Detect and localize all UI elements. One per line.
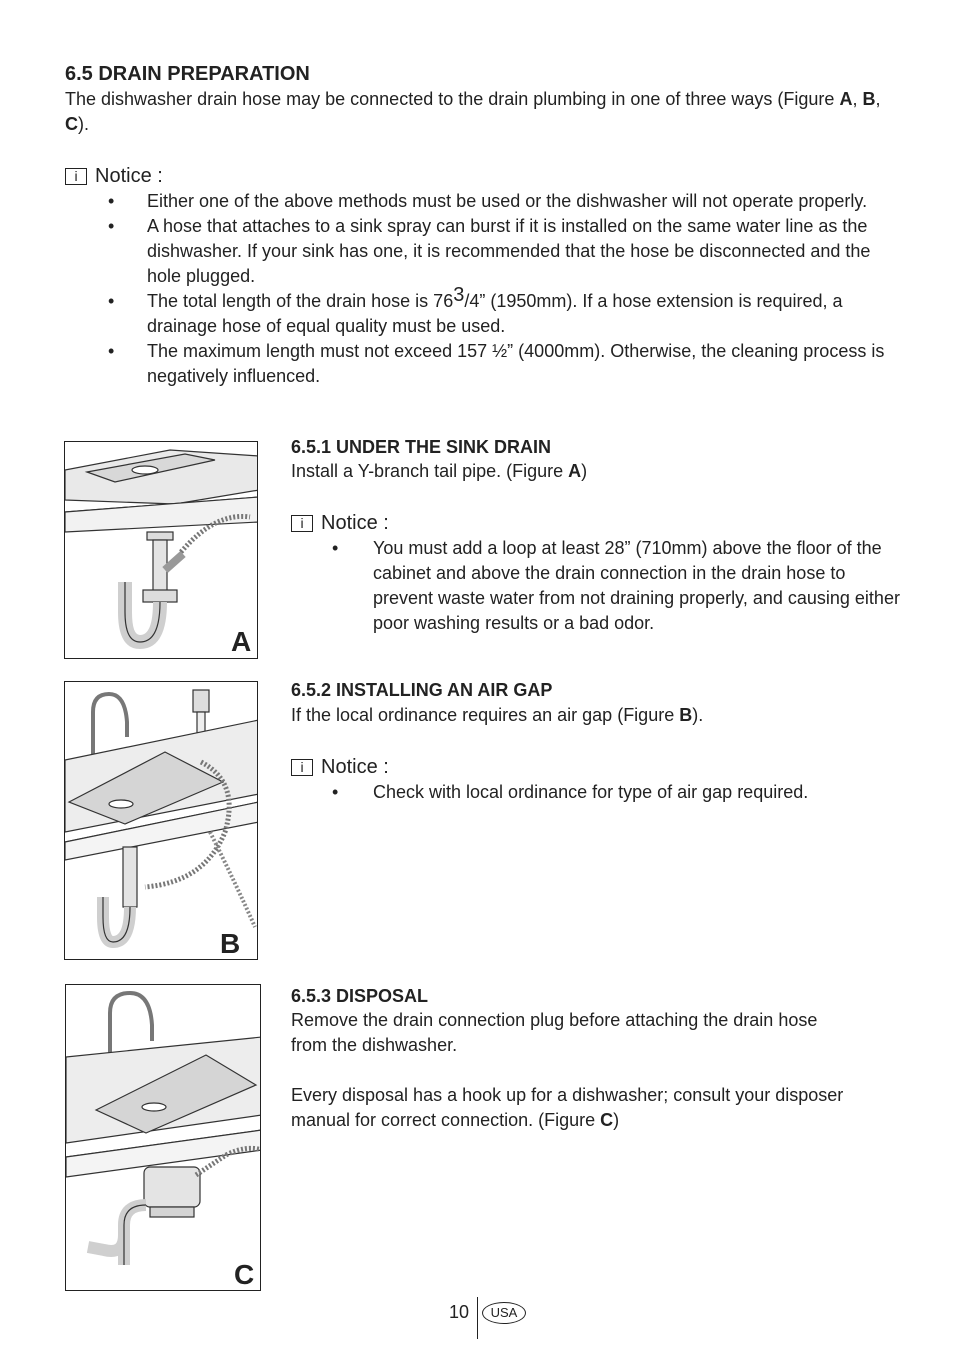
- info-icon: i: [65, 168, 87, 185]
- figure-letter: A: [231, 626, 252, 657]
- info-icon: i: [291, 759, 313, 776]
- notice-label: Notice :: [321, 512, 389, 534]
- notice-bullet-list: [291, 780, 906, 805]
- subsection-heading-under-sink: 6.5.1 UNDER THE SINK DRAIN: [291, 437, 552, 457]
- figure-c-disposal: [65, 984, 261, 1291]
- under-sink-drain-illustration: [65, 442, 258, 659]
- notice-header: [291, 511, 389, 535]
- air-gap-illustration: [65, 682, 258, 960]
- figure-b-air-gap: [64, 681, 258, 960]
- page-number: 10: [449, 1302, 470, 1322]
- notice-bullet-list: [65, 189, 895, 389]
- subsection-heading-disposal: 6.5.3 DISPOSAL: [291, 986, 429, 1006]
- subsection-text-air-gap: If the local ordinance requires an air gap (Figure B).: [291, 705, 704, 725]
- subsection-heading-air-gap: 6.5.2 INSTALLING AN AIR GAP: [291, 680, 553, 700]
- figure-a-under-sink-drain: [64, 441, 258, 659]
- section-heading: 6.5 DRAIN PREPARATION: [65, 63, 310, 85]
- disposal-illustration: [66, 985, 261, 1291]
- notice-header: [65, 164, 163, 188]
- subsection-text-disposal-2: Every disposal has a hook up for a dishwasher; consult your disposer manual for correct connection. (Figure C): [291, 1085, 844, 1130]
- notice-label: Notice :: [95, 165, 163, 187]
- section-intro: The dishwasher drain hose may be connected to the drain plumbing in one of three ways (Figure A, B, C).: [65, 89, 881, 134]
- list-item: • A hose that attaches to a sink spray can burst if it is installed on the same water line as the dishwasher. If your sink has one, it is recommended that the hose be disconnected and the hole plugged.: [108, 216, 871, 286]
- list-item: • Either one of the above methods must be used or the dishwasher will not operate properly.: [108, 191, 868, 211]
- notice-label: Notice :: [321, 756, 389, 778]
- footer-divider: [477, 1297, 478, 1339]
- notice-header: [291, 755, 389, 779]
- figure-letter: B: [220, 928, 241, 959]
- subsection-text-under-sink: Install a Y-branch tail pipe. (Figure A): [291, 461, 588, 481]
- info-icon: i: [291, 515, 313, 532]
- figure-letter: C: [234, 1259, 255, 1290]
- region-badge: USA: [482, 1302, 526, 1324]
- subsection-text-disposal-1: Remove the drain connection plug before attaching the drain hose from the dishwasher.: [291, 1010, 818, 1055]
- list-item: • Check with local ordinance for type of air gap required.: [332, 782, 809, 802]
- notice-bullet-list: [291, 536, 906, 636]
- list-item: • The maximum length must not exceed 157 ½” (4000mm). Otherwise, the cleaning process is negatively influenced.: [108, 341, 885, 386]
- list-item: • You must add a loop at least 28” (710mm) above the floor of the cabinet and above the drain connection in the drain hose to prevent waste water from not draining properly, and causing either poor washing results or a bad odor.: [332, 538, 900, 633]
- list-item: • The total length of the drain hose is $76^3/4$” (1950mm). If a hose extension is required, a drainage hose of equal quality must be used.: [108, 284, 843, 336]
